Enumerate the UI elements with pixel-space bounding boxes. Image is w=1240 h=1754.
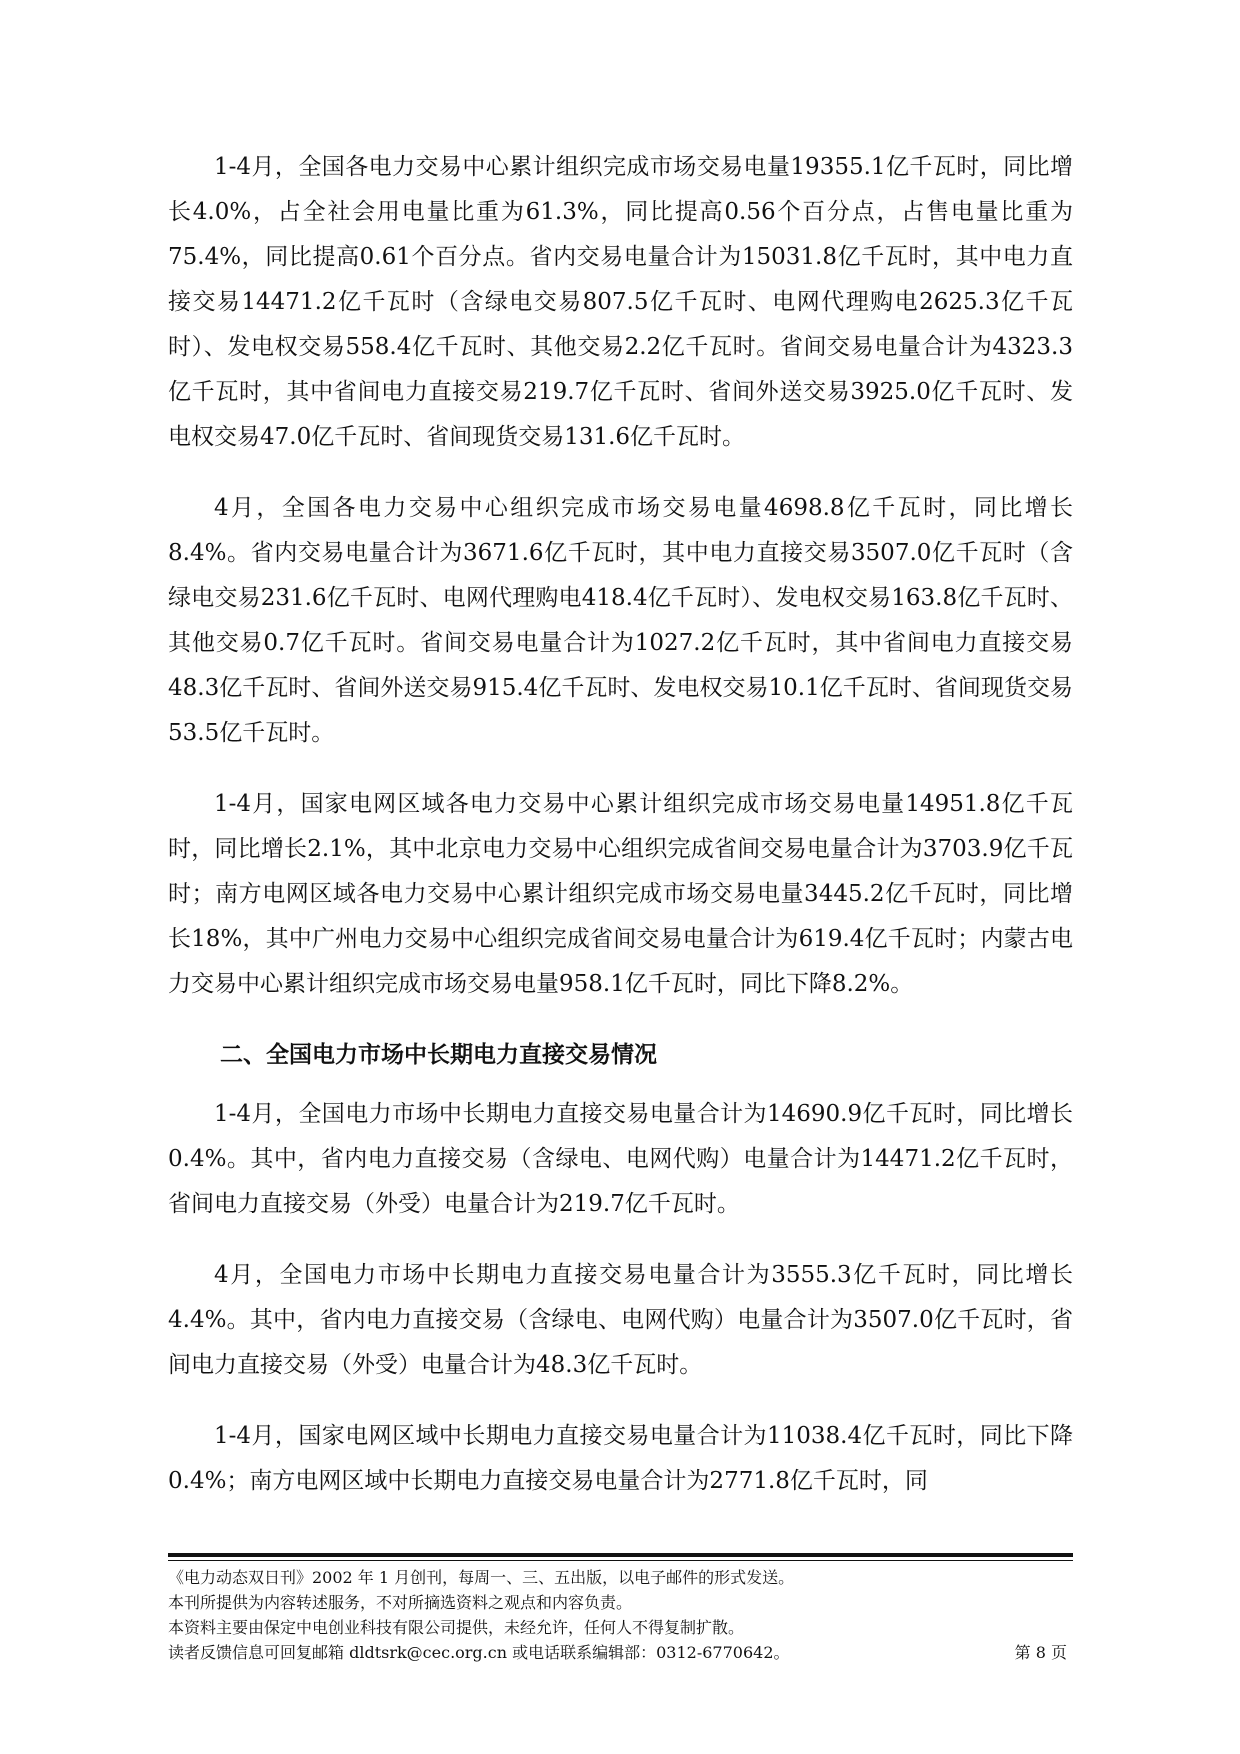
- page-number: 第 8 页: [1014, 1643, 1067, 1662]
- footer-contact-row: [168, 1640, 1073, 1665]
- paragraph-1: 1-4月，全国各电力交易中心累计组织完成市场交易电量19355.1亿千瓦时，同比增长4.0%，占全社会用电量比重为61.3%，同比提高0.56个百分点，占售电量比重为75.4%，同比提高0.61个百分点。省内交易电量合计为15031.8亿千瓦时，其中电力直接交易14471.2亿千瓦时（含绿电交易807.5亿千瓦时、电网代理购电2625.3亿千瓦时）、发电权交易558.4亿千瓦时、其他交易2.2亿千瓦时。省间交易电量合计为4323.3亿千瓦时，其中省间电力直接交易219.7亿千瓦时、省间外送交易3925.0亿千瓦时、发电权交易47.0亿千瓦时、省间现货交易131.6亿千瓦时。: [168, 154, 1073, 450]
- section-heading: 二、全国电力市场中长期电力直接交易情况: [220, 1042, 657, 1068]
- section-paragraph-1: 1-4月，全国电力市场中长期电力直接交易电量合计为14690.9亿千瓦时，同比增长0.4%。其中，省内电力直接交易（含绿电、电网代购）电量合计为14471.2亿千瓦时，省间电力直接交易（外受）电量合计为219.7亿千瓦时。: [168, 1101, 1073, 1217]
- page-footer: [168, 1565, 1073, 1665]
- section-paragraph-2: 4月，全国电力市场中长期电力直接交易电量合计为3555.3亿千瓦时，同比增长4.4%。其中，省内电力直接交易（含绿电、电网代购）电量合计为3507.0亿千瓦时，省间电力直接交易（外受）电量合计为48.3亿千瓦时。: [168, 1262, 1073, 1378]
- footer-copyright: 本资料主要由保定中电创业科技有限公司提供，未经允许，任何人不得复制扩散。: [168, 1618, 745, 1637]
- footer-divider-thick: [168, 1553, 1073, 1557]
- footer-contact: 读者反馈信息可回复邮箱 dldtsrk@cec.org.cn 或电话联系编辑部：0312-6770642。: [168, 1643, 790, 1662]
- footer-publication-info: 《电力动态双日刊》2002 年 1 月创刊，每周一、三、五出版，以电子邮件的形式发送。: [168, 1568, 795, 1587]
- footer-disclaimer: 本刊所提供为内容转述服务，不对所摘选资料之观点和内容负责。: [168, 1593, 633, 1612]
- paragraph-3: 1-4月，国家电网区域各电力交易中心累计组织完成市场交易电量14951.8亿千瓦时，同比增长2.1%，其中北京电力交易中心组织完成省间交易电量合计为3703.9亿千瓦时；南方电网区域各电力交易中心累计组织完成市场交易电量3445.2亿千瓦时，同比增长18%，其中广州电力交易中心组织完成省间交易电量合计为619.4亿千瓦时；内蒙古电力交易中心累计组织完成市场交易电量958.1亿千瓦时，同比下降8.2%。: [168, 791, 1073, 997]
- document-body: [168, 145, 1073, 1530]
- section-paragraph-3: 1-4月，国家电网区域中长期电力直接交易电量合计为11038.4亿千瓦时，同比下降0.4%；南方电网区域中长期电力直接交易电量合计为2771.8亿千瓦时，同: [168, 1423, 1073, 1494]
- footer-divider-thin: [168, 1560, 1073, 1561]
- paragraph-2: 4月，全国各电力交易中心组织完成市场交易电量4698.8亿千瓦时，同比增长8.4%。省内交易电量合计为3671.6亿千瓦时，其中电力直接交易3507.0亿千瓦时（含绿电交易231.6亿千瓦时、电网代理购电418.4亿千瓦时）、发电权交易163.8亿千瓦时、其他交易0.7亿千瓦时。省间交易电量合计为1027.2亿千瓦时，其中省间电力直接交易48.3亿千瓦时、省间外送交易915.4亿千瓦时、发电权交易10.1亿千瓦时、省间现货交易53.5亿千瓦时。: [168, 495, 1073, 746]
